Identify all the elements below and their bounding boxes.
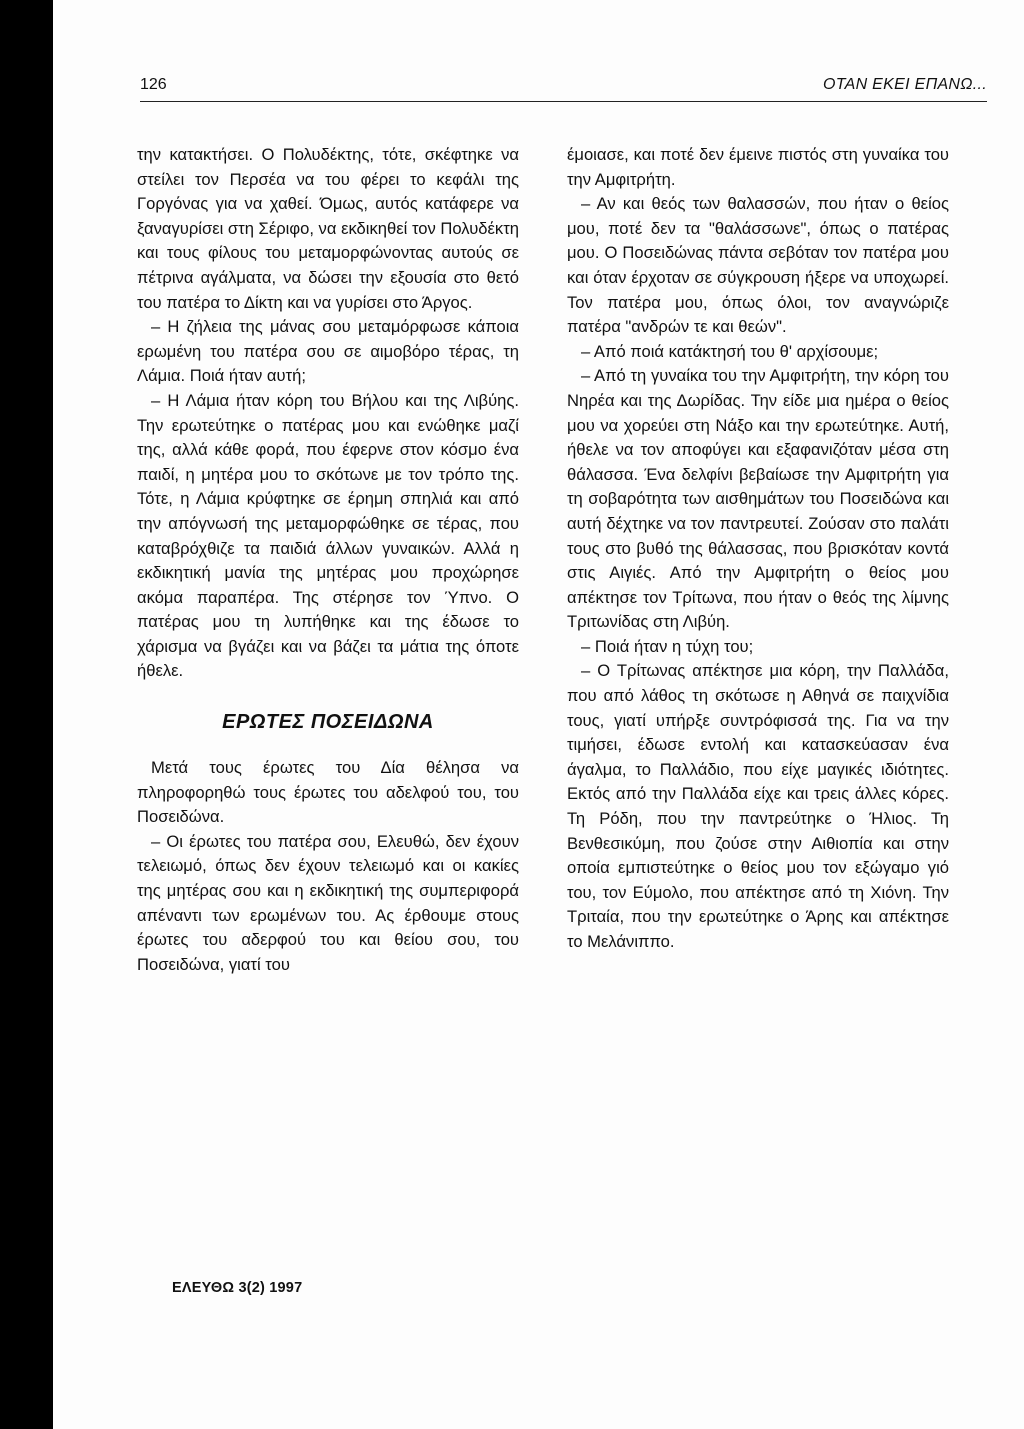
paragraph: την κατακτήσει. Ο Πολυδέκτης, τότε, σκέφτηκε να στείλει τον Περσέα να του φέρει το κεφάλι της Γοργόνας για να χαθεί. Όμως, αυτός κατάφερε να ξαναγυρίσει στη Σέριφο, να εκδικηθεί τον Πολυδέκτη και τους φίλους του μεταμορφώνοντας αυτούς σε πέτρινα αγάλματα, να δώσει την εξουσία στο θετό του πατέρα το Δίκτη και να γυρίσει στο Άργος. [137, 145, 519, 312]
page-footer: ΕΛΕΥΘΩ 3(2) 1997 [172, 1280, 303, 1296]
paragraph: – Από τη γυναίκα του την Αμφιτρήτη, την κόρη του Νηρέα και της Δωρίδας. Την είδε μια ημέρα ο θείος μου να χορεύει στη Νάξο και την ερωτεύτηκε. Αυτή, ήθελε να τον αποφύγει και εξαφανιζόταν μέσα στη θάλασσα. Ένα δελφίνι βεβαίωσε την Αμφιτρήτη για τη σοβαρότητα των αισθημάτων του Ποσειδώνα και αυτή δέχτηκε να τον παντρευτεί. Ζούσαν στο παλάτι τους στο βυθό της θάλασσας, που βρισκόταν κοντά στις Αιγιές. Από την Αμφιτρήτη ο θείος μου απέκτησε τον Τρίτωνα, που ήταν ο θεός της λίμνης Τριτωνίδας στη Λιβύη. [567, 366, 949, 632]
page-header [140, 76, 987, 98]
section-heading: ΕΡΩΤΕΣ ΠΟΣΕΙΔΩΝΑ [222, 711, 434, 734]
running-title: ΟΤΑΝ ΕΚΕΙ ΕΠΑΝΩ... [822, 76, 987, 93]
right-column [567, 143, 949, 955]
paragraph: – Ο Τρίτωνας απέκτησε μια κόρη, την Παλλάδα, που από λάθος τη σκότωσε η Αθηνά σε παιχνίδια τους, γιατί υπήρξε συντρόφισσά της. Για να την τιμήσει, έδωσε εντολή και κατασκεύασαν ένα άγαλμα, το Παλλάδιο, που είχε μαγικές ιδιότητες. Εκτός από την Παλλάδα είχε και τρεις άλλες κόρες. Τη Ρόδη, που την παντρεύτηκε ο Ήλιος. Τη Βενθεσικύμη, που ζούσε στην Αιθιοπία και στην οποία εμπιστεύτηκε ο θείος μου τον εξώγαμο γιό του, τον Εύμολο, που απέκτησε από τη Χιόνη. Την Τριταία, που την ερωτεύτηκε ο Άρης και απέκτησε το Μελάνιππο. [567, 661, 949, 951]
paragraph: – Από ποιά κατάκτησή του θ' αρχίσουμε; [581, 341, 879, 361]
paragraph: – Ποιά ήταν η τύχη του; [581, 636, 754, 656]
paragraph: Μετά τους έρωτες του Δία θέλησα να πληροφορηθώ τους έρωτες του αδελφού του, του Ποσειδώνα. [137, 758, 519, 827]
left-column [137, 143, 519, 977]
paragraph: έμοιασε, και ποτέ δεν έμεινε πιστός στη γυναίκα του την Αμφιτρήτη. [567, 145, 949, 189]
paragraph: – Η ζήλεια της μάνας σου μεταμόρφωσε κάποια ερωμένη του πατέρα σου σε αιμοβόρο τέρας, τη Λάμια. Ποιά ήταν αυτή; [137, 317, 519, 386]
book-page [53, 0, 1024, 1429]
header-rule [140, 101, 987, 102]
paragraph: – Οι έρωτες του πατέρα σου, Ελευθώ, δεν έχουν τελειωμό, όπως δεν έχουν τελειωμό και οι κακίες της μητέρας σου και η εκδικητική της συμπεριφορά απέναντι των ερωμένων του. Ας έρθουμε στους έρωτες του αδερφού του και θείου σου, του Ποσειδώνα, γιατί του [137, 831, 519, 974]
page-number: 126 [140, 76, 167, 93]
paragraph: – Αν και θεός των θαλασσών, που ήταν ο θείος μου, ποτέ δεν τα "θαλάσσωνε", όπως ο πατέρας μου. Ο Ποσειδώνας πάντα σεβόταν τον πατέρα μου και όταν έρχοταν σε σύγκρουση ήξερε να υποχωρεί. Τον πατέρα μου, όπως όλοι, τον αναγνώριζε πατέρα "ανδρών τε και θεών". [567, 194, 949, 337]
paragraph: – Η Λάμια ήταν κόρη του Βήλου και της Λιβύης. Την ερωτεύτηκε ο πατέρας μου και ενώθηκε μαζί της, αλλά κάθε φορά, που έφερνε στον κόσμο ένα παιδί, η μητέρα μου το σκότωνε με τον τρόπο της. Τότε, η Λάμια κρύφτηκε σε έρημη σπηλιά και από την απόγνωσή της μεταμορφώθηκε σε τέρας, που καταβρόχθιζε τα παιδιά άλλων γυναικών. Αλλά η εκδικητική μανία της μητέρας μου προχώρησε ακόμα παραπέρα. Της στέρησε τον Ύπνο. Ο πατέρας μου τη λυπήθηκε και της έδωσε το χάρισμα να βγάζει και να βάζει τα μάτια της όποτε ήθελε. [137, 390, 519, 681]
